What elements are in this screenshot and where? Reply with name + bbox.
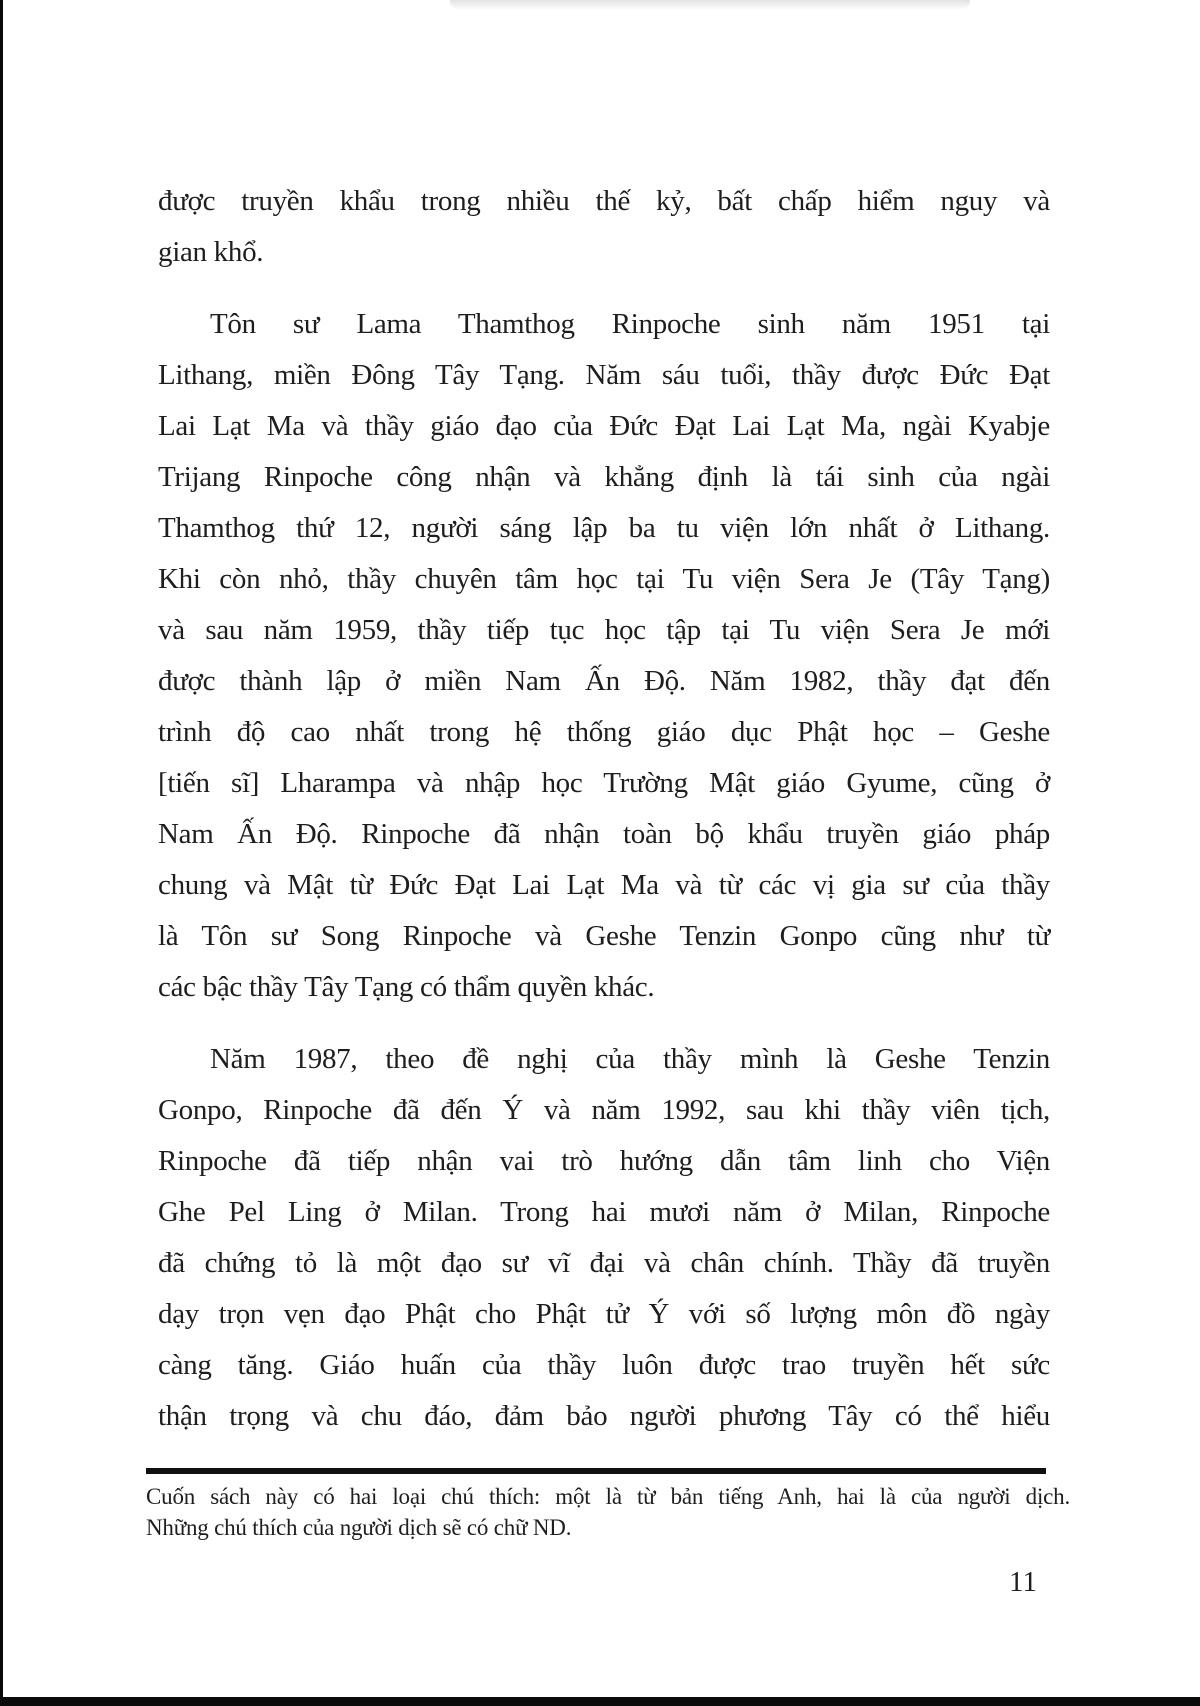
paragraph <box>158 1034 1050 1442</box>
text-line: Năm 1987, theo đề nghị của thầy mình là Geshe Tenzin <box>210 1043 1050 1075</box>
paragraph <box>158 299 1050 1013</box>
text-line: Nam Ấn Độ. Rinpoche đã nhận toàn bộ khẩu truyền giáo pháp <box>158 818 1050 850</box>
text-line: chung và Mật từ Đức Đạt Lai Lạt Ma và từ các vị gia sư của thầy <box>158 869 1050 901</box>
text-line: [tiến sĩ] Lharampa và nhập học Trường Mật giáo Gyume, cũng ở <box>158 767 1050 799</box>
text-line: Gonpo, Rinpoche đã đến Ý và năm 1992, sau khi thầy viên tịch, <box>158 1094 1050 1126</box>
scan-edge-left-line <box>0 0 3 1706</box>
text-line: Thamthog thứ 12, người sáng lập ba tu viện lớn nhất ở Lithang. <box>158 512 1050 544</box>
text-line: và sau năm 1959, thầy tiếp tục học tập tại Tu viện Sera Je mới <box>158 614 1050 646</box>
scan-edge-bottom-line <box>0 1697 1200 1706</box>
footnote <box>146 1481 1070 1543</box>
text-line: Lithang, miền Đông Tây Tạng. Năm sáu tuổi, thầy được Đức Đạt <box>158 359 1050 391</box>
footnote-line: Cuốn sách này có hai loại chú thích: một là từ bản tiếng Anh, hai là của người dịch. <box>146 1484 1070 1509</box>
text-line: gian khổ. <box>158 236 264 268</box>
text-line: Tôn sư Lama Thamthog Rinpoche sinh năm 1951 tại <box>210 308 1050 340</box>
scan-smudge-top <box>450 0 970 9</box>
body-text <box>158 176 1050 1442</box>
text-line: đã chứng tỏ là một đạo sư vĩ đại và chân chính. Thầy đã truyền <box>158 1247 1050 1279</box>
footnote-separator <box>146 1468 1046 1474</box>
text-line: được thành lập ở miền Nam Ấn Độ. Năm 1982, thầy đạt đến <box>158 665 1050 697</box>
text-line: dạy trọn vẹn đạo Phật cho Phật tử Ý với số lượng môn đồ ngày <box>158 1298 1050 1330</box>
page-number: 11 <box>1009 1566 1037 1598</box>
text-line: Khi còn nhỏ, thầy chuyên tâm học tại Tu viện Sera Je (Tây Tạng) <box>158 563 1050 595</box>
text-line: Rinpoche đã tiếp nhận vai trò hướng dẫn tâm linh cho Viện <box>158 1145 1050 1177</box>
text-line: trình độ cao nhất trong hệ thống giáo dục Phật học – Geshe <box>158 716 1050 748</box>
text-line: được truyền khẩu trong nhiều thế kỷ, bất chấp hiểm nguy và <box>158 185 1050 217</box>
text-line: Ghe Pel Ling ở Milan. Trong hai mươi năm ở Milan, Rinpoche <box>158 1196 1050 1228</box>
text-line: càng tăng. Giáo huấn của thầy luôn được trao truyền hết sức <box>158 1349 1050 1381</box>
footnote-line: Những chú thích của người dịch sẽ có chữ ND. <box>146 1515 572 1540</box>
text-line: Lai Lạt Ma và thầy giáo đạo của Đức Đạt Lai Lạt Ma, ngài Kyabje <box>158 410 1050 442</box>
text-line: các bậc thầy Tây Tạng có thẩm quyền khác. <box>158 971 655 1003</box>
text-line: thận trọng và chu đáo, đảm bảo người phương Tây có thể hiểu <box>158 1400 1050 1432</box>
paragraph <box>158 176 1050 278</box>
text-line: là Tôn sư Song Rinpoche và Geshe Tenzin Gonpo cũng như từ <box>158 920 1050 952</box>
text-line: Trijang Rinpoche công nhận và khẳng định là tái sinh của ngài <box>158 461 1050 493</box>
